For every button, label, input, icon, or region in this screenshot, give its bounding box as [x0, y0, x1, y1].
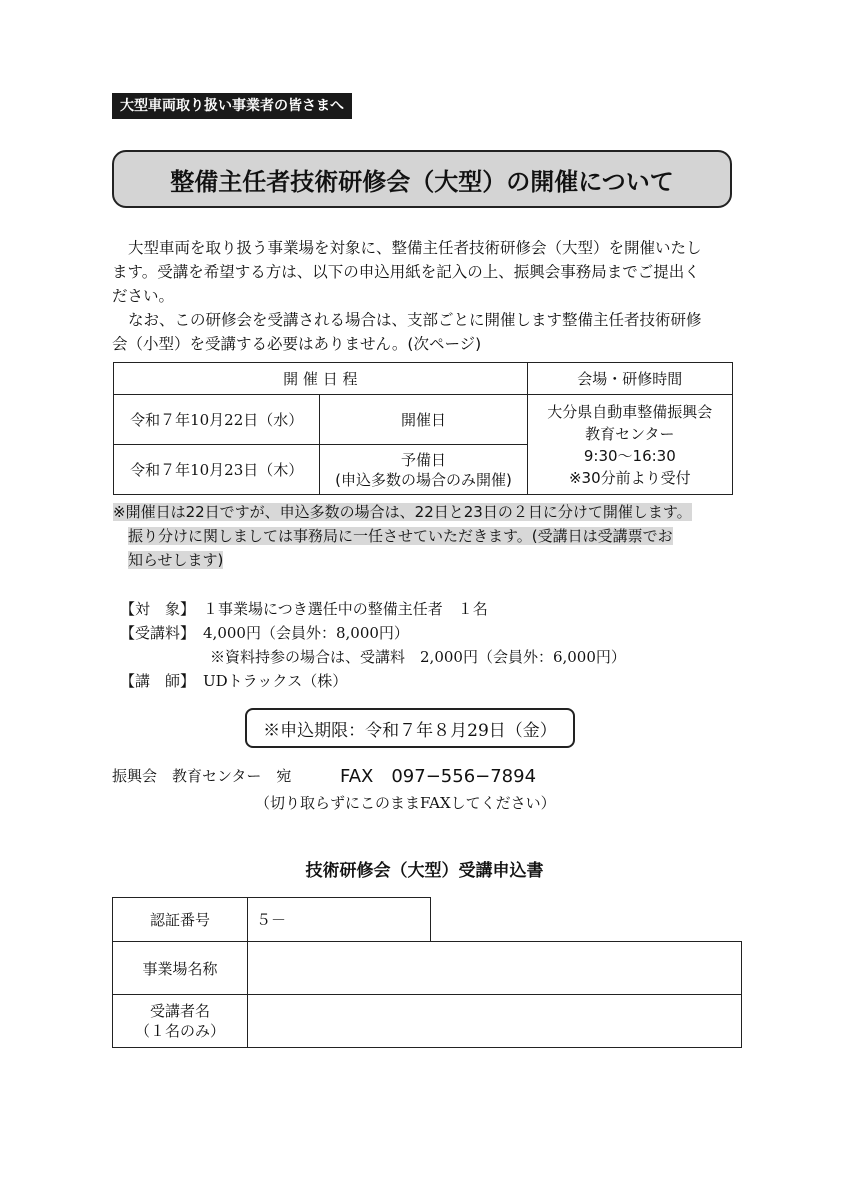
intro-paragraph	[112, 236, 737, 356]
attendee-field[interactable]	[248, 995, 742, 1048]
detail-lecturer	[120, 670, 347, 691]
intro-line: ます。受講を希望する方は、以下の申込用紙を記入の上、振興会事務局までご提出く	[112, 263, 700, 281]
schedule-venue	[527, 395, 732, 495]
detail-value: １事業場につき選任中の整備主任者 １名	[203, 600, 488, 618]
attendee-sub: （１名のみ）	[134, 1022, 225, 1040]
intro-line: なお、この研修会を受講される場合は、支部ごとに開催します整備主任者技術研修	[128, 311, 702, 329]
fax-number: FAX 097−556−7894	[340, 766, 537, 787]
page-title: 整備主任者技術研修会（大型）の開催について	[112, 150, 732, 208]
schedule-date: 令和７年10月23日（木）	[114, 445, 320, 495]
detail-label: 【対 象】	[120, 600, 196, 618]
audience-tag: 大型車両取り扱い事業者の皆さまへ	[112, 93, 352, 119]
detail-fee-note: ※資料持参の場合は、受講料 2,000円（会員外：6,000円）	[210, 648, 626, 666]
form-title: 技術研修会（大型）受講申込書	[305, 861, 544, 881]
fax-note: （切り取らずにこのままFAXしてください）	[255, 794, 556, 812]
notice-line: ※開催日は22日ですが、申込多数の場合は、22日と23日の２日に分けて開催します。	[113, 503, 692, 521]
detail-value: UDトラックス（株）	[203, 672, 348, 690]
detail-fee	[120, 622, 409, 643]
schedule-type-note: (申込多数の場合のみ開催)	[335, 470, 512, 489]
intro-line: 会（小型）を受講する必要はありません。(次ページ)	[112, 335, 482, 353]
deadline-box: ※申込期限：令和７年８月29日（金）	[245, 708, 575, 748]
table-row	[114, 395, 733, 445]
cert-label: 認証番号	[113, 898, 248, 942]
notice	[113, 500, 733, 572]
schedule-date: 令和７年10月22日（水）	[114, 395, 320, 445]
form-row	[113, 898, 742, 942]
attendee-label: 受講者名	[149, 1002, 210, 1020]
schedule-type: 開催日	[320, 395, 527, 445]
venue-center: 教育センター	[585, 424, 675, 443]
notice-line: 振り分けに関しましては事務局に一任させていただきます。(受講日は受講票でお	[128, 527, 673, 545]
form-row	[113, 942, 742, 995]
schedule-header-venue: 会場・研修時間	[527, 363, 732, 395]
venue-time: 9:30～16:30	[583, 446, 676, 465]
application-form	[112, 897, 742, 1048]
schedule-type	[320, 445, 527, 495]
intro-line: 大型車両を取り扱う事業場を対象に、整備主任者技術研修会（大型）を開催いたし	[128, 239, 702, 257]
schedule-header-dates: 開 催 日 程	[114, 363, 528, 395]
intro-line: ださい。	[112, 287, 175, 305]
detail-value: 4,000円（会員外：8,000円）	[203, 624, 409, 642]
notice-line: 知らせします)	[128, 551, 224, 569]
detail-label: 【講 師】	[120, 672, 196, 690]
detail-target	[120, 598, 488, 619]
form-row	[113, 995, 742, 1048]
business-field[interactable]	[248, 942, 742, 995]
venue-reception: ※30分前より受付	[568, 468, 691, 487]
fax-recipient: 振興会 教育センター 宛	[112, 767, 292, 785]
schedule-table	[113, 362, 733, 495]
cert-field[interactable]: ５－	[248, 898, 431, 942]
attendee-label-cell	[113, 995, 248, 1048]
schedule-type-label: 予備日	[400, 450, 446, 469]
detail-label: 【受講料】	[120, 624, 196, 642]
venue-name: 大分県自動車整備振興会	[547, 402, 713, 421]
business-label: 事業場名称	[113, 942, 248, 995]
